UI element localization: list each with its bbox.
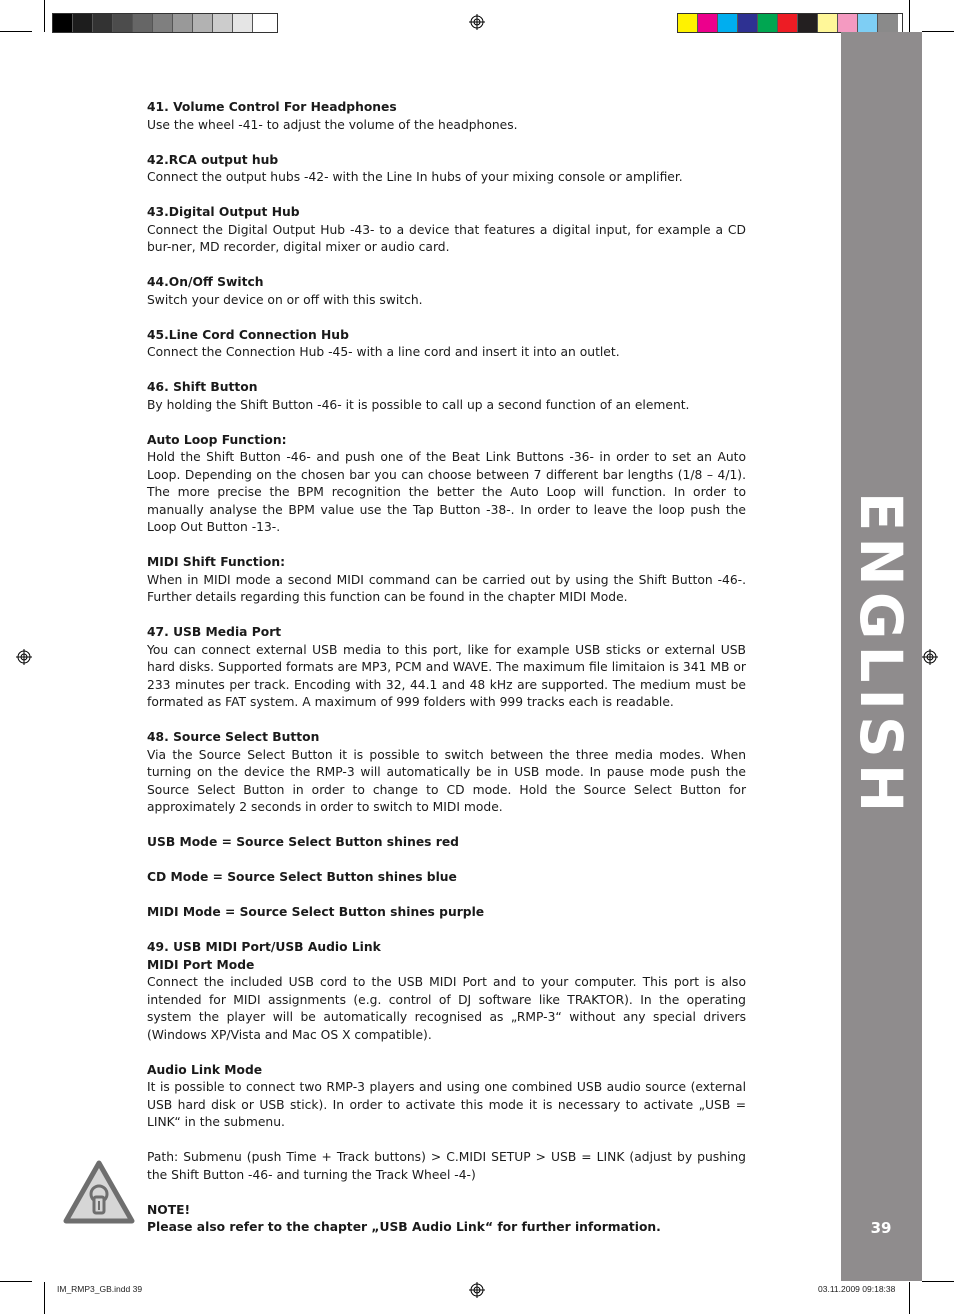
section-text: Connect the Connection Hub -45- with a line cord and insert it into an outlet. xyxy=(147,345,620,359)
section-heading: 49. USB MIDI Port/USB Audio Link xyxy=(147,940,381,954)
subsection-heading: Audio Link Mode xyxy=(147,1062,263,1077)
grayscale-swatch xyxy=(233,14,253,32)
path-text: Path: Submenu (push Time + Track buttons) > C.MIDI SETUP > USB = LINK (adjust by pushing the Shift Button -46- and turning the Track Wheel -4-) xyxy=(147,1150,746,1182)
process-color-swatch xyxy=(738,14,758,32)
subsection-heading: MIDI Port Mode xyxy=(147,957,255,972)
section-heading: 48. Source Select Button xyxy=(147,730,320,744)
process-color-swatch xyxy=(858,14,878,32)
slug-datetime: 03.11.2009 09:18:38 xyxy=(818,1284,896,1294)
crop-mark-bottom-right-v xyxy=(909,1282,910,1314)
section-text: Connect the included USB cord to the USB MIDI Port and to your computer. This port is also intended for MIDI assignments (e.g. control of DJ software like TRAKTOR). In the operating system the player will be automatically recognised as „RMP-3“ without any special drivers (Windows XP/Vista and Mac OS X compatible). xyxy=(147,975,746,1042)
section-text: By holding the Shift Button -46- it is possible to call up a second function of an element. xyxy=(147,397,690,412)
process-color-swatch xyxy=(718,14,738,32)
grayscale-swatch xyxy=(73,14,93,32)
grayscale-color-bar xyxy=(52,13,278,33)
grayscale-swatch xyxy=(173,14,193,32)
section-text: It is possible to connect two RMP-3 players and using one combined USB audio source (external USB hard disk or USB stick). In order to activate this mode it is necessary to activate „USB = LINK“ in the submenu. xyxy=(147,1080,746,1129)
crop-mark-top-right-h xyxy=(922,31,954,32)
section-text: Connect the Digital Output Hub -43- to a device that features a digital input, for example a CD bur-ner, MD recorder, digital mixer or audio card. xyxy=(147,222,746,254)
grayscale-swatch xyxy=(53,14,73,32)
registration-target-icon xyxy=(469,1282,485,1298)
registration-target-icon xyxy=(469,14,485,30)
section-heading: 44.On/Off Switch xyxy=(147,275,264,289)
section-text: Hold the Shift Button -46- and push one of the Beat Link Buttons -36- in order to set an Auto Loop. Depending on the chosen bar you can choose between 7 different bar lengths (1/8 – 4/1). The more precise the BPM recognition the better the Auto Loop will function. In order to manually analyse the BPM value use the Tap Button -38-. In order to leave the loop push the Loop Out Button -13-. xyxy=(147,450,746,534)
note-warning-icon xyxy=(62,1159,136,1225)
mode-line: USB Mode = Source Select Button shines red xyxy=(147,835,459,849)
section-heading: 41. Volume Control For Headphones xyxy=(147,100,397,114)
process-color-swatch xyxy=(878,14,898,32)
crop-mark-bottom-right-h xyxy=(922,1281,954,1282)
section-heading: 46. Shift Button xyxy=(147,380,258,394)
mode-line: CD Mode = Source Select Button shines blue xyxy=(147,870,457,884)
crop-mark-top-left-v xyxy=(44,0,45,32)
section-heading: 42.RCA output hub xyxy=(147,152,279,167)
section-text: You can connect external USB media to this port, like for example USB sticks or external USB hard disks. Supported formats are MP3, PCM and WAVE. The maximum file limitaion is 341 MB or 233 minutes per track. Encoding with 32, 44.1 and 48 kHz are supported. The medium must be formated as FAT system. A maximum of 999 folders with 999 tracks each is readable. xyxy=(147,642,746,709)
crop-mark-top-left-h xyxy=(0,31,32,32)
section-text: Connect the output hubs -42- with the Line In hubs of your mixing console or amplifier. xyxy=(147,170,683,184)
section-text: Use the wheel -41- to adjust the volume of the headphones. xyxy=(147,117,518,132)
subsection-heading: Auto Loop Function: xyxy=(147,432,287,447)
grayscale-swatch xyxy=(253,14,273,32)
section-heading: 45.Line Cord Connection Hub xyxy=(147,327,349,342)
section-text: Via the Source Select Button it is possible to switch between the three media modes. When turning on the device the RMP-3 will automatically be in USB mode. In pause mode push the Source Select Button in order to change to CD mode. Hold the Source Select Button for approximately 2 seconds in order to switch to MIDI mode. xyxy=(147,747,746,814)
section-heading: 47. USB Media Port xyxy=(147,625,282,639)
process-color-swatch xyxy=(678,14,698,32)
process-color-swatch xyxy=(778,14,798,32)
page-number: 39 xyxy=(870,1219,892,1237)
grayscale-swatch xyxy=(193,14,213,32)
registration-target-icon xyxy=(922,649,938,665)
process-color-bar xyxy=(677,13,903,33)
grayscale-swatch xyxy=(93,14,113,32)
grayscale-swatch xyxy=(113,14,133,32)
section-text: Switch your device on or off with this switch. xyxy=(147,292,423,307)
note-text: Please also refer to the chapter „USB Audio Link“ for further information. xyxy=(147,1220,661,1234)
crop-mark-bottom-left-h xyxy=(0,1281,32,1282)
language-tab-label: ENGLISH xyxy=(847,491,915,819)
process-color-swatch xyxy=(798,14,818,32)
process-color-swatch xyxy=(698,14,718,32)
grayscale-swatch xyxy=(133,14,153,32)
grayscale-swatch xyxy=(153,14,173,32)
mode-line: MIDI Mode = Source Select Button shines purple xyxy=(147,905,485,919)
slug-filename: IM_RMP3_GB.indd 39 xyxy=(57,1284,143,1294)
section-heading: 43.Digital Output Hub xyxy=(147,205,300,219)
process-color-swatch xyxy=(838,14,858,32)
process-color-swatch xyxy=(758,14,778,32)
section-text: When in MIDI mode a second MIDI command can be carried out by using the Shift Button -46-. Further details regarding this function can be found in the chapter MIDI Mode. xyxy=(147,572,746,604)
note-heading: NOTE! xyxy=(147,1202,191,1217)
grayscale-swatch xyxy=(213,14,233,32)
subsection-heading: MIDI Shift Function: xyxy=(147,555,286,569)
registration-target-icon xyxy=(16,649,32,665)
crop-mark-bottom-left-v xyxy=(44,1282,45,1314)
crop-mark-top-right-v xyxy=(909,0,910,32)
manual-text-column xyxy=(147,99,746,1237)
process-color-swatch xyxy=(818,14,838,32)
